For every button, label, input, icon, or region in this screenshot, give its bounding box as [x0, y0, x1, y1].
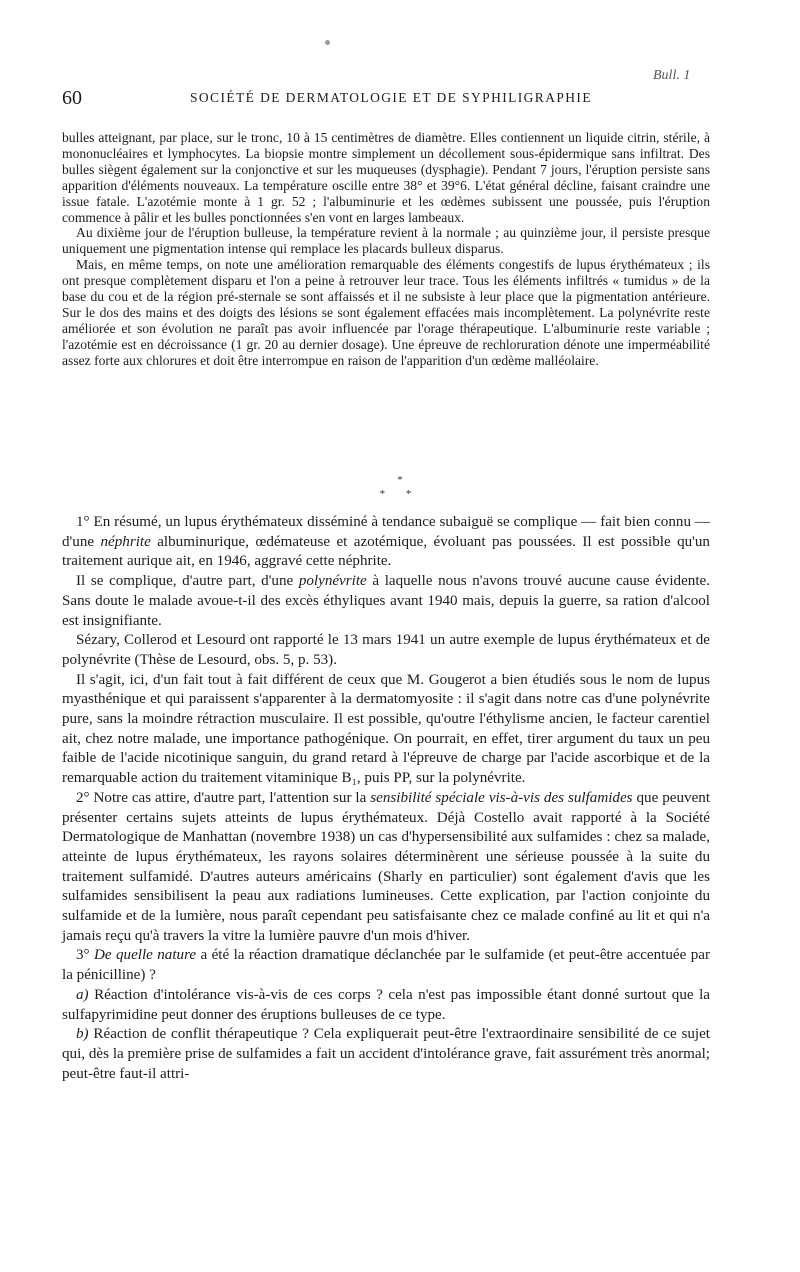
- paragraph: 2° Notre cas attire, d'autre part, l'attention sur la sensibilité spéciale vis-à-vis des sulfamides que peuvent présenter certains sujets atteints de lupus érythémateux. Déjà Costello avait rapporté à la Société Dermatologique de Manhattan (novembre 1938) un cas d'hypersensibilité aux sulfamides : chez sa malade, atteinte de lupus érythémateux, les rayons solaires déterminèrent une sérieuse poussée à la suite du traitement sulfamidé. D'autres auteurs américains (Sharly en particulier) sont également d'avis que les sulfamides sensibilisent la peau aux radiations lumineuses. Cette explication, par l'action conjointe du sulfamide et de la lumière, nous paraît cependant peu satisfaisante chez ce malade confiné au lit et qui n'a jamais reçu qu'à travers la vitre la lumière pauvre d'un mois d'hiver.: [62, 789, 711, 944]
- paragraph: Il s'agit, ici, d'un fait tout à fait différent de ceux que M. Gougerot a bien étudiés sous le nom de lupus myasthénique et qui paraissent s'apparenter à la dermatomyosite : il s'agit dans notre cas d'une polynévrite pure, sans la moindre rétraction musculaire. Il est possible, qu'outre l'éthylisme ancien, le facteur carentiel ait, chez notre malade, une importance pathogénique. On pourrait, en effet, tirer argument du taux un peu faible de l'acide nicotinique sanguin, du grand retard à l'épreuve de charge par l'acide ascorbique et de la remarquable action du traitement vitaminique B₁, puis PP, sur la polynévrite.: [62, 671, 710, 787]
- printed-dot: [325, 40, 330, 45]
- paragraph: b) Réaction de conflit thérapeutique ? Cela expliquerait peut-être l'extraordinaire sensibilité de ce sujet qui, dès la première prise de sulfamides a fait un accident d'intolérance grave, fait assurément très anormal; peut-être faut-il attri-: [62, 1026, 710, 1082]
- paragraph: 1° En résumé, un lupus érythémateux disséminé à tendance subaiguë se complique — fait bien connu — d'une néphrite albuminurique, œdémateuse et azotémique, évoluant pas poussées. Il est possible qu'un traitement aurique ait, en 1946, aggravé cette néphrite.: [62, 514, 710, 570]
- paragraph: Mais, en même temps, on note une amélioration remarquable des éléments congestifs de lupus érythémateux ; ils ont presque complètement disparu et l'on a peine à retrouver leur trace. Tous les éléments infiltrés « tumidus » de la base du cou et de la région pré-sternale se sont affaissés et il ne subsiste à leur place que la pigmentation antérieure. Sur le dos des mains et des doigts des lésions se sont également effacées mais incomplètement. La polynévrite reste améliorée et son évolution ne paraît pas avoir influencée par l'orage thérapeutique. L'albuminurie reste variable ; l'azotémie est en décroissance (1 gr. 20 au dernier dosage). Une épreuve de rechloruration dénote une imperméabilité assez forte aux chlorures et doit être interrompue en raison de l'apparition d'un œdème malléolaire.: [62, 257, 710, 368]
- paragraph: bulles atteignant, par place, sur le tronc, 10 à 15 centimètres de diamètre. Elles contiennent un liquide citrin, stérile, à mononucléaires et lymphocytes. La biopsie montre simplement un décollement sous-épidermique sans infiltrat. Des bulles siègent également sur la conjonctive et sur les muqueuses (dysphagie). Pendant 7 jours, l'éruption persiste sans apparition d'éléments nouveaux. La température oscille entre 38° et 39°6. L'état général décline, faisant craindre une issue fatale. L'azotémie monte à 1 gr. 52 ; l'albuminurie et les œdèmes subissent une poussée, puis l'éruption commence à pâlir et les bulles ponctionnées s'en vont en larges lambeaux.: [62, 130, 710, 225]
- section-separator-top: *: [397, 474, 403, 486]
- paragraph: Il se complique, d'autre part, d'une polynévrite à laquelle nous n'avons trouvé aucune cause évidente. Sans doute le malade avoue-t-il des excès éthyliques avant 1940 mais, depuis la guerre, sa ration d'alcool est insignifiante.: [62, 573, 710, 629]
- case-report-text: [62, 130, 710, 369]
- paragraph: 3° De quelle nature a été la réaction dramatique déclanchée par le sulfamide (et peut-être accentuée par la pénicilline) ?: [62, 947, 710, 984]
- paragraph: a) Réaction d'intolérance vis-à-vis de ces corps ? cela n'est pas impossible étant donné surtout que la sulfapyrimidine peut donner des éruptions bulleuses de ce type.: [62, 986, 710, 1023]
- section-separator-bottom: * *: [379, 488, 421, 500]
- page-number: 60: [62, 87, 82, 109]
- paragraph: Sézary, Collerod et Lesourd ont rapporté le 13 mars 1941 un autre exemple de lupus érythémateux et de polynévrite (Thèse de Lesourd, obs. 5, p. 53).: [62, 632, 710, 668]
- volume-note: Bull. 1: [653, 68, 691, 83]
- discussion-text: [62, 513, 710, 1084]
- running-title: SOCIÉTÉ DE DERMATOLOGIE ET DE SYPHILIGRAPHIE: [190, 90, 592, 105]
- paragraph: Au dixième jour de l'éruption bulleuse, la température revient à la normale ; au quinzième jour, il persiste presque uniquement une pigmentation intense qui remplace les placards bulleux disparus.: [62, 225, 710, 257]
